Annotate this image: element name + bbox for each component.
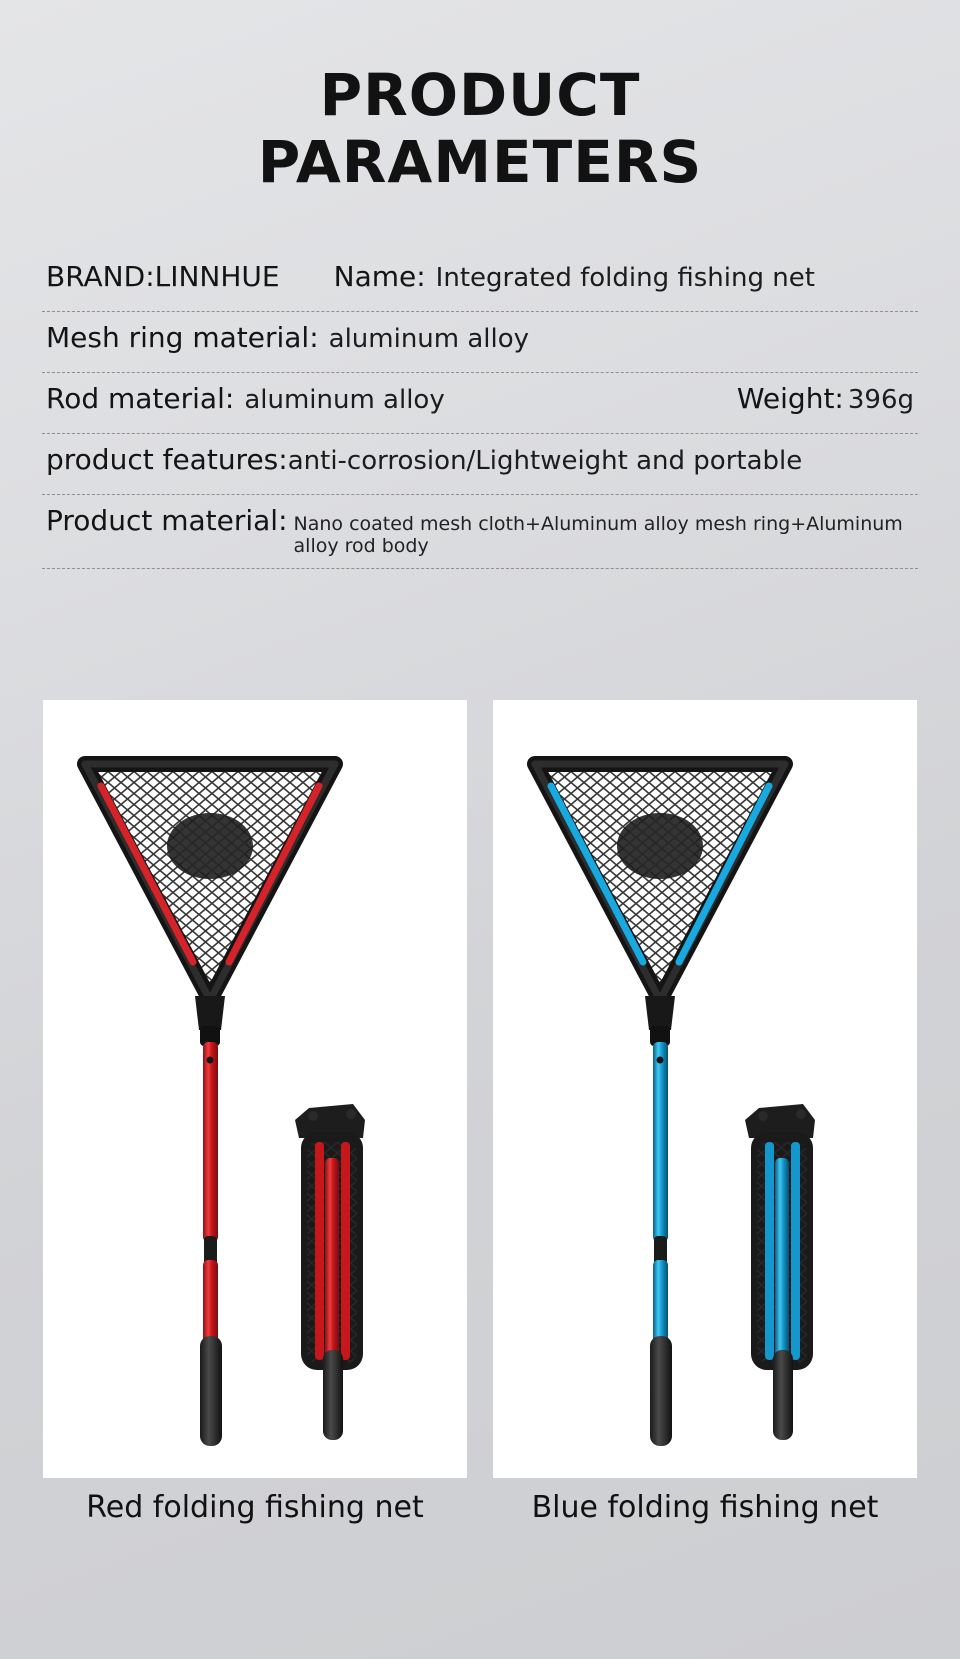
spec-label-rod-material: Rod material: <box>46 382 235 416</box>
spec-row-product-material <box>42 495 918 569</box>
spec-label-product-material: Product material: <box>46 504 288 538</box>
fishing-net-blue-icon <box>493 700 917 1478</box>
spec-value-weight: 396g <box>847 385 914 416</box>
spec-row-rod-material <box>42 373 918 434</box>
page-title-line1: PRODUCT <box>319 61 641 129</box>
spec-value-rod-material: aluminum alloy <box>244 385 445 416</box>
product-card-blue[interactable] <box>493 700 917 1478</box>
spec-row-product-features <box>42 434 918 495</box>
product-caption-blue: Blue folding fishing net <box>531 1490 879 1525</box>
spec-label-brand: BRAND:LINNHUE <box>46 260 280 294</box>
spec-label-mesh-ring-material: Mesh ring material: <box>46 321 319 355</box>
product-captions <box>0 1490 960 1525</box>
fishing-net-red-icon <box>43 700 467 1478</box>
spec-table <box>42 251 918 569</box>
spec-value-product-features: anti-corrosion/Lightweight and portable <box>287 446 803 477</box>
spec-value-product-material: Nano coated mesh cloth+Aluminum alloy mesh ring+Aluminum alloy rod body <box>293 513 903 558</box>
spec-row-mesh-ring-material <box>42 312 918 373</box>
page-title <box>0 0 960 195</box>
spec-value-mesh-ring-material: aluminum alloy <box>328 324 530 355</box>
spec-row-brand <box>42 251 918 312</box>
spec-label-product-features: product features: <box>46 443 288 477</box>
product-image-gallery <box>0 700 960 1478</box>
page-title-line2: PARAMETERS <box>257 127 703 196</box>
product-card-red[interactable] <box>43 700 467 1478</box>
spec-value-name: Integrated folding fishing net <box>435 263 815 294</box>
spec-label-name: Name: <box>333 260 426 294</box>
spec-label-weight: Weight: <box>736 382 844 416</box>
product-caption-red: Red folding fishing net <box>86 1490 424 1525</box>
